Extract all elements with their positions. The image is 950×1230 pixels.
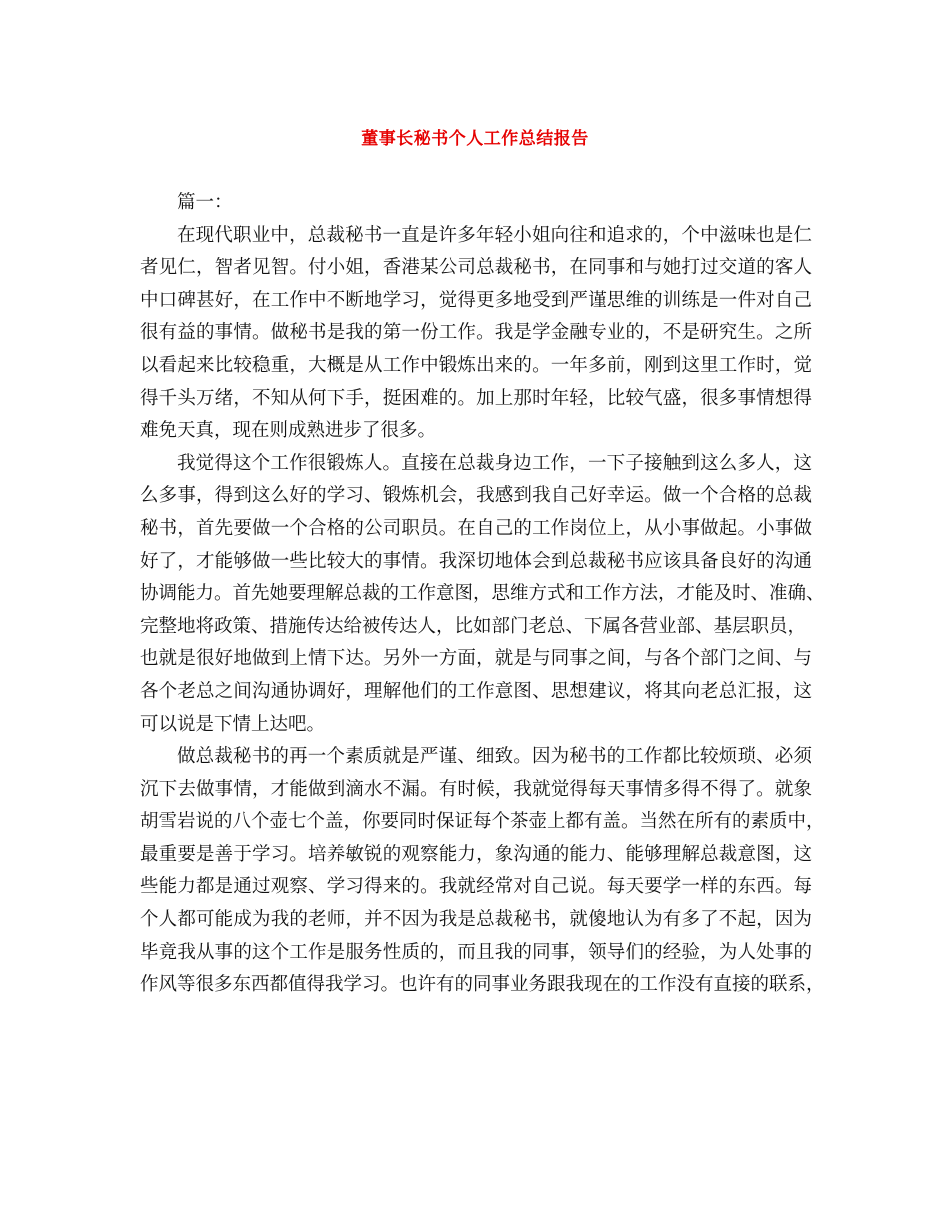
text-line: 篇一： (177, 192, 233, 213)
text-line: 作风等很多东西都值得我学习。也许有的同事业务跟我现在的工作没有直接的联系， (140, 974, 825, 996)
text-line: 完整地将政策、措施传达给被传达人，比如部门老总、下属各营业部、基层职员， (140, 615, 807, 637)
text-line: 难免天真，现在则成熟进步了很多。 (140, 420, 437, 442)
text-line: 沉下去做事情，才能做到滴水不漏。有时候，我就觉得每天事情多得不得了。就象 (140, 778, 812, 800)
text-line: 也就是很好地做到上情下达。另外一方面，就是与同事之间，与各个部门之间、与 (140, 648, 812, 670)
text-line: 在现代职业中，总裁秘书一直是许多年轻小姐向往和追求的，个中滋味也是仁 (177, 224, 812, 246)
text-line: 得千头万绪，不知从何下手，挺困难的。加上那时年轻，比较气盛，很多事情想得 (140, 387, 812, 409)
text-line: 毕竟我从事的这个工作是服务性质的，而且我的同事，领导们的经验，为人处事的 (140, 941, 812, 963)
document-body (140, 187, 825, 1002)
text-line: 协调能力。首先她要理解总裁的工作意图，思维方式和工作方法，才能及时、准确、 (140, 583, 825, 605)
text-line: 做总裁秘书的再一个素质就是严谨、细致。因为秘书的工作都比较烦琐、必须 (177, 746, 812, 768)
text-line: 个人都可能成为我的老师，并不因为我是总裁秘书，就傻地认为有多了不起，因为 (140, 909, 812, 931)
text-line: 秘书，首先要做一个合格的公司职员。在自己的工作岗位上，从小事做起。小事做 (140, 517, 812, 539)
text-line: 以看起来比较稳重，大概是从工作中锻炼出来的。一年多前，刚到这里工作时，觉 (140, 354, 812, 376)
text-line: 胡雪岩说的八个壶七个盖，你要同时保证每个茶壶上都有盖。当然在所有的素质中， (140, 811, 825, 833)
text-line: 好了，才能够做一些比较大的事情。我深切地体会到总裁秘书应该具备良好的沟通 (140, 550, 812, 572)
text-line: 可以说是下情上达吧。 (140, 713, 326, 735)
text-line: 者见仁，智者见智。付小姐，香港某公司总裁秘书，在同事和与她打过交道的客人 (140, 257, 812, 279)
document-title: 董事长秘书个人工作总结报告 (361, 129, 589, 149)
text-line: 些能力都是通过观察、学习得来的。我就经常对自己说。每天要学一样的东西。每 (140, 876, 812, 898)
text-line: 中口碑甚好，在工作中不断地学习，觉得更多地受到严谨思维的训练是一件对自己 (140, 289, 812, 311)
text-line: 我觉得这个工作很锻炼人。直接在总裁身边工作，一下子接触到这么多人，这 (177, 452, 812, 474)
text-line: 各个老总之间沟通协调好，理解他们的工作意图、思想建议，将其向老总汇报，这 (140, 680, 812, 702)
text-line: 最重要是善于学习。培养敏锐的观察能力，象沟通的能力、能够理解总裁意图，这 (140, 843, 812, 865)
text-line: 么多事，得到这么好的学习、锻炼机会，我感到我自己好幸运。做一个合格的总裁 (140, 485, 812, 507)
text-line: 很有益的事情。做秘书是我的第一份工作。我是学金融专业的，不是研究生。之所 (140, 322, 812, 344)
